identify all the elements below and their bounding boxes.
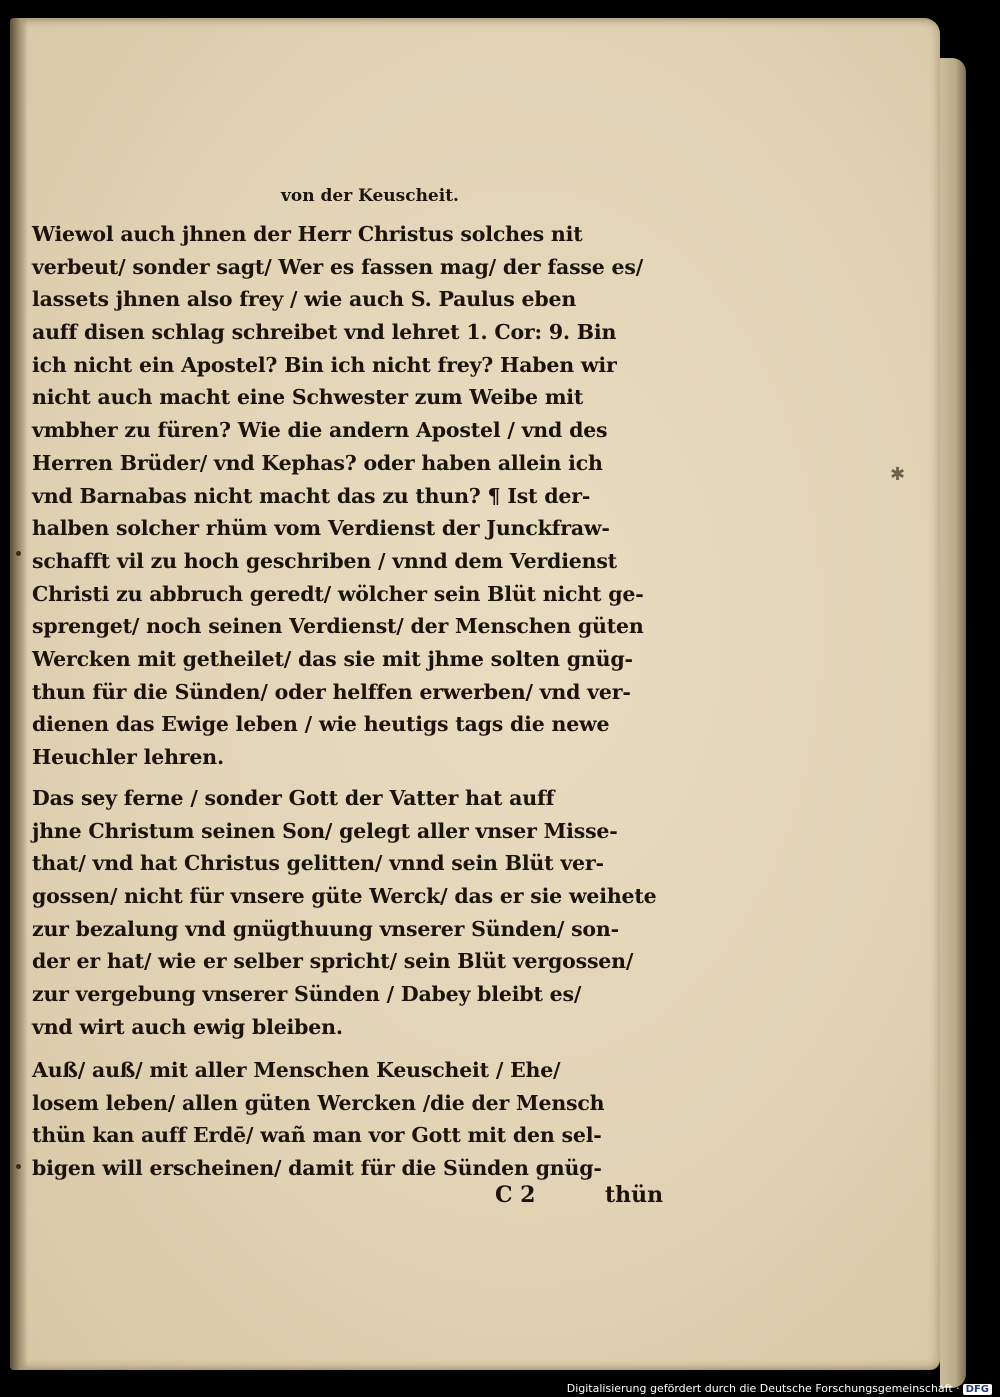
text-line: vnd wirt auch ewig bleiben. xyxy=(32,1014,343,1039)
text-line: bigen will erscheinen/ damit für die Sünden gnüg- xyxy=(32,1156,602,1181)
text-line: auff disen schlag schreibet vnd lehret 1. Cor: 9. Bin xyxy=(32,320,617,345)
margin-speck xyxy=(16,551,21,556)
signature-mark: C 2 xyxy=(495,1182,536,1208)
text-line: lassets jhnen also frey / wie auch S. Paulus eben xyxy=(32,287,577,312)
text-line: sprenget/ noch seinen Verdienst/ der Menschen güten xyxy=(32,614,644,639)
dfg-logo: DFG xyxy=(963,1384,992,1395)
text-line: dienen das Ewige leben / wie heutigs tags die newe xyxy=(32,712,610,737)
catchword: thün xyxy=(605,1182,664,1208)
text-line: Auß/ auß/ mit aller Menschen Keuscheit / Ehe/ xyxy=(32,1058,561,1082)
speck-icon: ✱ xyxy=(890,464,906,485)
text-line: Herren Brüder/ vnd Kephas? oder haben allein ich xyxy=(32,450,603,475)
digitization-credit xyxy=(567,1382,992,1395)
text-line: halben solcher rhüm vom Verdienst der Junckfraw- xyxy=(32,516,610,541)
text-line: nicht auch macht eine Schwester zum Weibe mit xyxy=(32,385,584,410)
text-line: der er hat/ wie er selber spricht/ sein Blüt vergossen/ xyxy=(32,949,634,974)
text-line: jhne Christum seinen Son/ gelegt aller vnser Misse- xyxy=(32,818,618,843)
paragraph-3 xyxy=(32,1054,604,1185)
text-line: ich nicht ein Apostel? Bin ich nicht frey? Haben wir xyxy=(32,352,617,377)
text-line: losem leben/ allen güten Wercken /die der Mensch xyxy=(32,1090,605,1115)
credit-text: Digitalisierung gefördert durch die Deutsche Forschungsgemeinschaft · xyxy=(566,1382,960,1395)
running-head: von der Keuscheit. xyxy=(281,186,459,206)
text-line: Wiewol auch jhnen der Herr Christus solches nit xyxy=(32,222,583,246)
paragraph-2 xyxy=(32,782,657,1044)
page-edge xyxy=(940,58,966,1388)
margin-speck xyxy=(16,1164,21,1169)
text-line: schafft vil zu hoch geschriben / vnnd dem Verdienst xyxy=(32,548,617,573)
text-line: Christi zu abbruch geredt/ wölcher sein Blüt nicht ge- xyxy=(32,581,644,606)
text-line: vmbher zu füren? Wie die andern Apostel / vnd des xyxy=(32,418,608,443)
text-line: Das sey ferne / sonder Gott der Vatter hat auff xyxy=(32,786,555,810)
text-line: zur bezalung vnd gnügthuung vnserer Sünden/ son- xyxy=(32,916,619,941)
text-line: that/ vnd hat Christus gelitten/ vnnd sein Blüt ver- xyxy=(32,851,604,876)
book-page xyxy=(10,18,940,1370)
text-line: gossen/ nicht für vnsere güte Werck/ das er sie weihete xyxy=(32,884,657,909)
text-line: Heuchler lehren. xyxy=(32,745,224,769)
text-line: zur vergebung vnserer Sünden / Dabey bleibt es/ xyxy=(32,982,582,1007)
paragraph-1 xyxy=(32,218,644,774)
text-line: Wercken mit getheilet/ das sie mit jhme solten gnüg- xyxy=(32,646,633,671)
text-line: thun für die Sünden/ oder helffen erwerben/ vnd ver- xyxy=(32,679,631,704)
text-line: thün kan auff Erdē/ wañ man vor Gott mit den sel- xyxy=(32,1123,602,1148)
text-line: verbeut/ sonder sagt/ Wer es fassen mag/ der fasse es/ xyxy=(32,254,644,279)
text-line: vnd Barnabas nicht macht das zu thun? ¶ Ist der- xyxy=(32,483,591,508)
